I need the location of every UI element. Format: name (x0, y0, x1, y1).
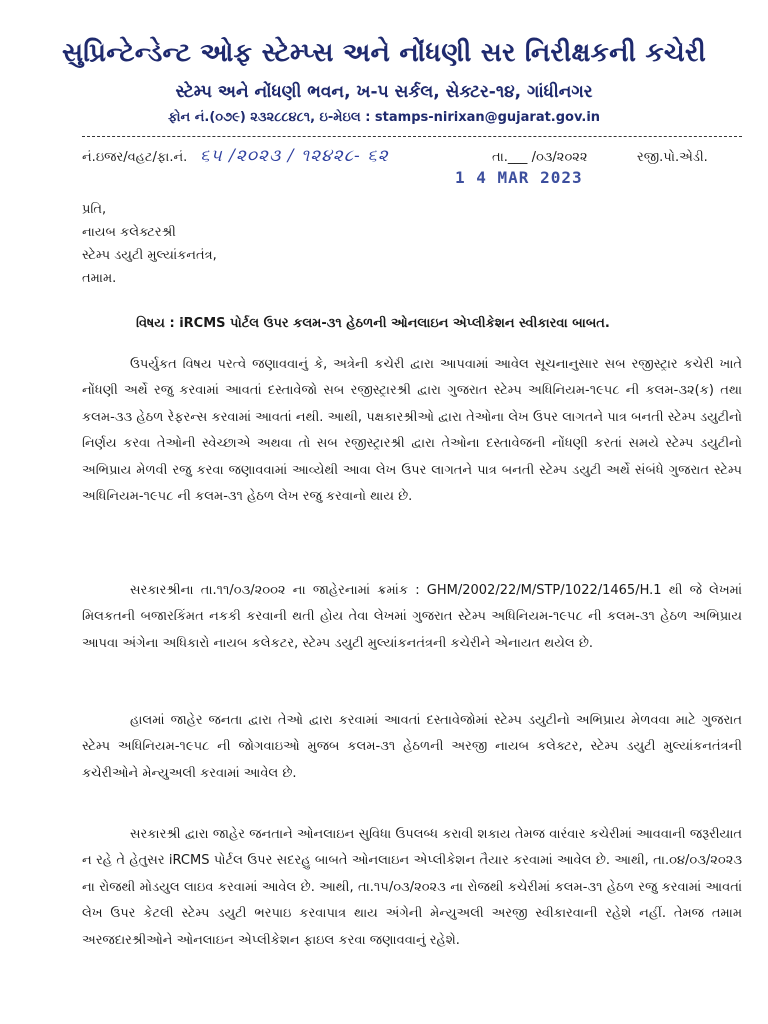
office-address: સ્ટેમ્પ અને નોંધણી ભવન, ખ-૫ સર્કલ, સેક્ટર-૧૪, ગાંધીનગર (175, 82, 593, 102)
body-paragraph: સરકારશ્રી દ્વારા જાહેર જનતાને ઓનલાઇન સુવિધા ઉપલબ્ધ કરાવી શકાય તેમજ વારંવાર કચેરીમાં આવવાની જરૂરીયાત ન રહે તે હેતુસર iRCMS પોર્ટલ ઉપર સદરહુ બાબતે ઓનલાઇન એપ્લીકેશન તૈયાર કરવામાં આવેલ છે. આથી, તા.૦૪/૦૩/૨૦૨૩ ના રોજથી મોડયુલ લાઇવ કરવામાં આવેલ છે. આથી, તા.૧૫/૦૩/૨૦૨૩ ના રોજથી કચેરીમાં કલમ-૩૧ હેઠળ રજુ કરવામાં આવતાં લેખ ઉપર કેટલી સ્ટેમ્પ ડયુટી ભરપાઇ કરવાપાત્ર થાય અંગેની મેન્યુઅલી અરજી સ્વીકારવાની રહેશે નહીં. તેમજ તમામ અરજદારશ્રીઓને ઓનલાઇન એપ્લીકેશન ફાઇલ કરવા જણાવવાનું રહેશે. (82, 827, 742, 948)
office-contact: ફોન નં.(૦૭૯) ૨૩૨૮૮૪૮૧, ઇ-મેઇલ : stamps-nirixan@gujarat.gov.in (167, 110, 601, 125)
header-divider (82, 136, 742, 137)
reference-row (82, 148, 742, 172)
addressee-line: સ્ટેમ્પ ડયુટી મુલ્યાંકનતંત્ર, (82, 248, 217, 263)
body-paragraph: હાલમાં જાહેર જનતા દ્વારા તેઓ દ્વારા કરવામાં આવતાં દસ્તાવેજોમાં સ્ટેમ્પ ડયુટીનો અભિપ્રાય મેળવવા માટે ગુજરાત સ્ટેમ્પ અધિનિયમ-૧૯૫૮ ની જોગવાઇઓ મુજબ કલમ-૩૧ હેઠળની અરજી નાયબ કલેક્ટર, સ્ટેમ્પ ડયુટી મુલ્યાંકનતંત્રની કચેરીઓને મેન્યુઅલી કરવામાં આવેલ છે. (82, 713, 742, 781)
date-stamp: 1 4 MAR 2023 (455, 168, 583, 187)
body-paragraph: સરકારશ્રીના તા.૧૧/૦૩/૨૦૦૨ ના જાહેરનામાં ક્રમાંક : GHM/2002/22/M/STP/1022/1465/H.1 થી જે લેખમાં મિલકતની બજારકિંમત નકકી કરવાની થતી હોય તેવા લેખમાં ગુજરાત સ્ટેમ્પ અધિનિયમ-૧૯૫૮ ની કલમ-૩૧ હેઠળ અભિપ્રાય આપવા અંગેના અધિકારો નાયબ કલેકટર, સ્ટેમ્પ ડયુટી મુલ્યાંકનતંત્રની કચેરીને એનાયત થયેલ છે. (82, 583, 742, 651)
body-paragraph: ઉપર્યુકત વિષય પરત્વે જણાવવાનું કે, અત્રેની કચેરી દ્વારા આપવામાં આવેલ સૂચનાનુસાર સબ રજીસ્ટ્રાર કચેરી ખાતે નોંધણી અર્થે રજુ કરવામાં આવતાં દસ્તાવેજો સબ રજીસ્ટ્રારશ્રી દ્વારા ગુજરાત સ્ટેમ્પ અધિનિયમ-૧૯૫૮ ની કલમ-૩૨(ક) તથા કલમ-૩૩ હેઠળ રેફરન્સ કરવામાં આવતાં નથી. આથી, પક્ષકારશ્રીઓ દ્વારા તેઓના લેખ ઉપર લાગતને પાત્ર બનતી સ્ટેમ્પ ડયુટીનો નિર્ણય કરવા તેઓની સ્વેચ્છાએ અથવા તો સબ રજીસ્ટ્રારશ્રી દ્વારા તેઓના દસ્તાવેજની નોંધણી કરતાં સમયે સ્ટેમ્પ ડયુટીનો અભિપ્રાય મેળવી રજુ કરવા જણાવવામાં આવ્યેથી આવા લેખ ઉપર લાગતને પાત્ર બનતી સ્ટેમ્પ ડયુટી અર્થે સંબંધે ગુજરાત સ્ટેમ્પ અધિનિયમ-૧૯૫૮ ની કલમ-૩૧ હેઠળ લેખ રજુ કરવાનો થાય છે. (82, 357, 742, 505)
office-title: સુપ્રિન્ટેન્ડેન્ટ ઓફ સ્ટેમ્પ્સ અને નોંધણી સર નિરીક્ષકની કચેરી (62, 38, 706, 68)
reference-label: નં.ઇજર/વહટ/ફા.નં. (82, 150, 188, 165)
addressee-line: તમામ. (82, 271, 117, 286)
addressee-line: પ્રતિ, (82, 202, 107, 217)
registered-post-label: રજી.પો.એડી. (637, 150, 708, 165)
reference-handwritten-number: ૬૫ /૨૦૨૩ / ૧૨૪૨૮- ૬૨ (200, 146, 389, 166)
addressee-block (82, 198, 217, 290)
reference-date: તા.___ /૦૩/૨૦૨૨ (492, 150, 588, 165)
addressee-line: નાયબ કલેક્ટરશ્રી (82, 225, 176, 240)
subject-line: વિષય : iRCMS પોર્ટલ ઉપર કલમ-૩૧ હેઠળની ઓનલાઇન એપ્લીકેશન સ્વીકારવા બાબત. (136, 316, 610, 331)
